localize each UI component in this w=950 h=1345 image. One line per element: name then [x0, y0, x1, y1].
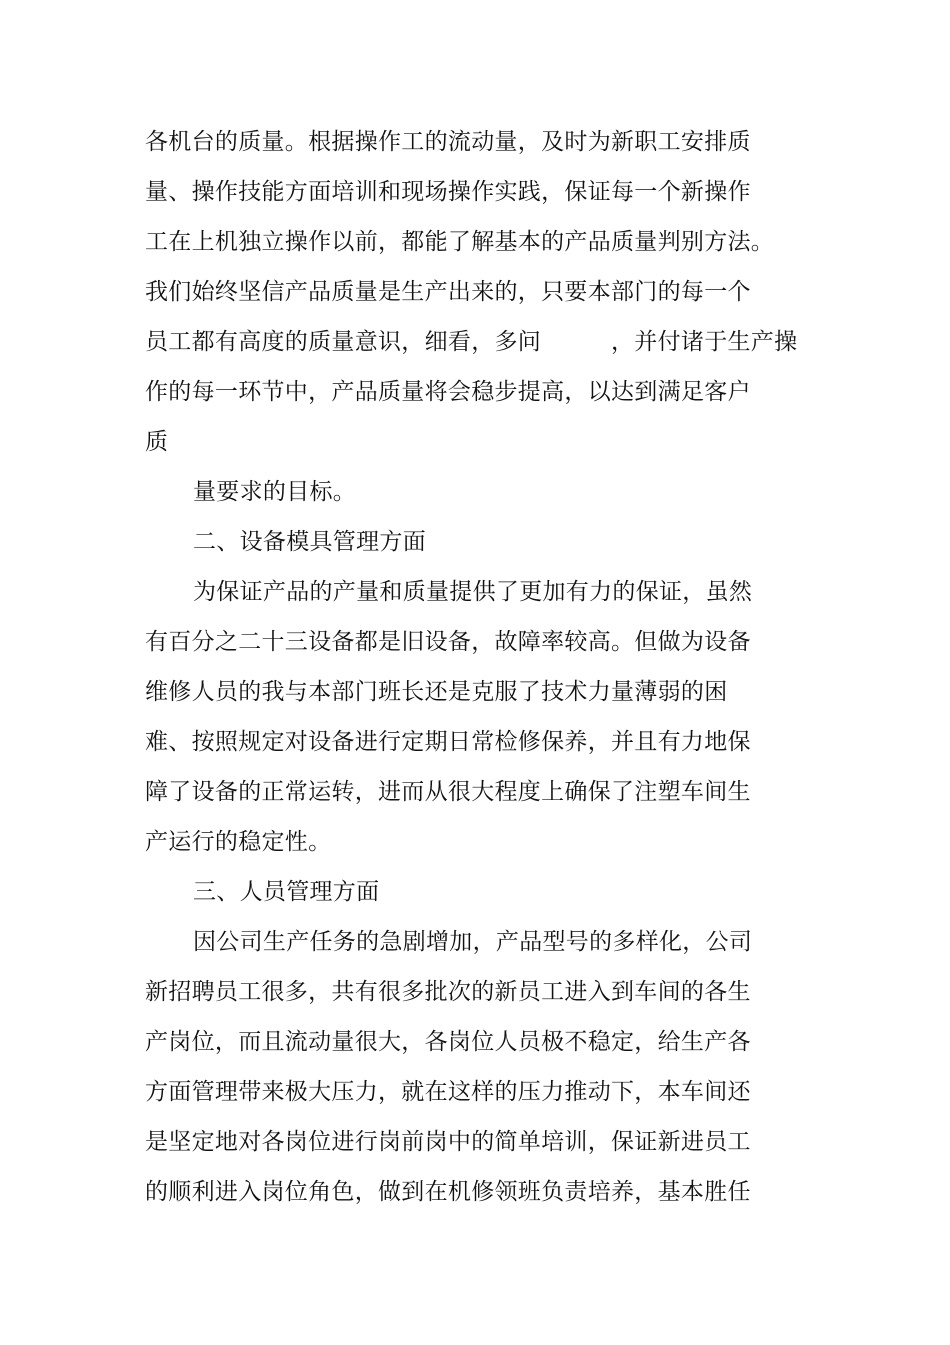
- section-heading: 三、人员管理方面: [193, 879, 380, 905]
- body-line: 我们始终坚信产品质量是生产出来的，只要本部门的每一个: [145, 279, 751, 305]
- body-line: 维修人员的我与本部门班长还是克服了技术力量薄弱的困: [145, 679, 728, 705]
- body-line: 各机台的质量。根据操作工的流动量，及时为新职工安排质: [145, 129, 751, 155]
- body-line: 产岗位，而且流动量很大，各岗位人员极不稳定，给生产各: [145, 1029, 751, 1055]
- body-line: 为保证产品的产量和质量提供了更加有力的保证，虽然: [193, 579, 753, 605]
- body-line: 难、按照规定对设备进行定期日常检修保养，并且有力地保: [145, 729, 751, 755]
- section-heading: 二、设备模具管理方面: [193, 529, 426, 555]
- body-line: 是坚定地对各岗位进行岗前岗中的简单培训，保证新进员工: [145, 1129, 751, 1155]
- body-line: 障了设备的正常运转，进而从很大程度上确保了注塑车间生: [145, 779, 751, 805]
- body-line: 的顺利进入岗位角色，做到在机修领班负责培养，基本胜任: [145, 1179, 751, 1205]
- body-line: 作的每一环节中，产品质量将会稳步提高，以达到满足客户: [145, 379, 751, 405]
- body-line: 量要求的目标。: [193, 479, 357, 505]
- body-line: 量、操作技能方面培训和现场操作实践，保证每一个新操作: [145, 179, 751, 205]
- body-line: 有百分之二十三设备都是旧设备，故障率较高。但做为设备: [145, 629, 751, 655]
- body-line: 员工都有高度的质量意识，细看，多问 ，并付诸于生产操: [145, 329, 798, 355]
- body-line: 新招聘员工很多，共有很多批次的新员工进入到车间的各生: [145, 979, 751, 1005]
- body-line: 方面管理带来极大压力，就在这样的压力推动下，本车间还: [145, 1079, 751, 1105]
- body-line: 工在上机独立操作以前，都能了解基本的产品质量判别方法。: [145, 229, 775, 255]
- body-line: 质: [145, 429, 169, 455]
- body-line: 产运行的稳定性。: [145, 829, 332, 855]
- body-line: 因公司生产任务的急剧增加，产品型号的多样化，公司: [193, 929, 753, 955]
